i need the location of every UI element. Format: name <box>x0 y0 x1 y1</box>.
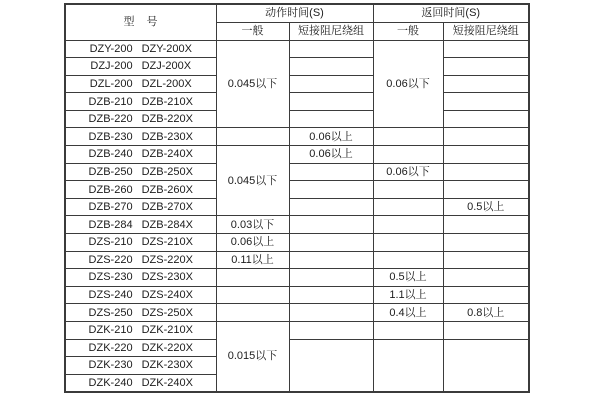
header-action-damping: 短接阻尼绕组 <box>289 22 373 40</box>
relay-timing-table <box>64 3 530 393</box>
model-cell <box>65 322 216 340</box>
return-damping-cell <box>443 40 529 58</box>
model-name-x: DZB-250X <box>141 165 193 178</box>
return-general-cell <box>373 339 443 392</box>
return-damping-cell <box>443 128 529 146</box>
table-row <box>65 128 529 146</box>
model-name-x: DZS-210X <box>141 236 193 249</box>
model-name: DZK-210 <box>88 324 133 337</box>
table-row <box>65 110 529 128</box>
model-name-x: DZY-200X <box>141 42 192 55</box>
return-general-cell <box>373 146 443 164</box>
return-general-cell <box>373 251 443 269</box>
model-name-x: DZB-230X <box>141 130 193 143</box>
model-cell <box>65 286 216 304</box>
model-name-x: DZB-210X <box>141 95 193 108</box>
return-damping-cell <box>443 163 529 181</box>
action-damping-cell <box>289 269 373 287</box>
action-damping-cell <box>289 163 373 181</box>
return-damping-cell <box>443 234 529 252</box>
table-row <box>65 322 529 340</box>
model-cell <box>65 58 216 76</box>
model-name: DZB-220 <box>88 113 133 126</box>
model-name-x: DZJ-200X <box>141 60 192 73</box>
model-cell <box>65 163 216 181</box>
return-damping-cell <box>443 146 529 164</box>
action-general-cell: 0.06以上 <box>216 234 289 252</box>
return-damping-cell <box>443 58 529 76</box>
model-name-x: DZK-220X <box>141 341 193 354</box>
table-row <box>65 93 529 111</box>
model-cell <box>65 216 216 234</box>
model-name-x: DZB-270X <box>141 201 193 214</box>
model-name-x: DZS-220X <box>141 253 193 266</box>
action-damping-cell <box>289 75 373 93</box>
return-general-cell <box>373 216 443 234</box>
return-general-cell: 0.06以下 <box>373 40 443 128</box>
return-general-cell <box>373 128 443 146</box>
return-damping-cell <box>443 286 529 304</box>
table-row <box>65 216 529 234</box>
header-return-damping: 短接阻尼绕组 <box>443 22 529 40</box>
return-general-cell <box>373 234 443 252</box>
model-name: DZL-200 <box>89 77 133 90</box>
return-damping-cell <box>443 269 529 287</box>
model-name: DZK-230 <box>88 359 133 372</box>
header-return-time-group: 返回时间(S) <box>373 4 529 22</box>
action-damping-cell <box>289 198 373 216</box>
action-general-cell: 0.045以下 <box>216 40 289 128</box>
action-damping-cell <box>289 234 373 252</box>
return-damping-cell <box>443 322 529 340</box>
action-damping-cell <box>289 110 373 128</box>
model-name-x: DZB-240X <box>141 148 193 161</box>
table-row <box>65 198 529 216</box>
return-general-cell: 0.4以上 <box>373 304 443 322</box>
return-damping-cell <box>443 110 529 128</box>
model-name: DZB-284 <box>88 218 133 231</box>
relay-timing-table-container <box>64 3 530 393</box>
model-cell <box>65 75 216 93</box>
model-cell <box>65 339 216 357</box>
model-cell <box>65 40 216 58</box>
model-name-x: DZB-284X <box>141 218 193 231</box>
action-general-cell: 0.015以下 <box>216 322 289 392</box>
action-general-cell: 0.03以下 <box>216 216 289 234</box>
action-damping-cell: 0.06以上 <box>289 128 373 146</box>
action-damping-cell <box>289 93 373 111</box>
action-damping-cell <box>289 181 373 199</box>
table-row <box>65 163 529 181</box>
action-general-cell: 0.045以下 <box>216 146 289 216</box>
return-general-cell <box>373 181 443 199</box>
header-return-general: 一般 <box>373 22 443 40</box>
model-name: DZK-240 <box>88 376 133 389</box>
model-name-x: DZL-200X <box>141 77 192 90</box>
model-name: DZB-270 <box>88 201 133 214</box>
model-cell <box>65 93 216 111</box>
return-general-cell: 0.06以下 <box>373 163 443 181</box>
model-cell <box>65 110 216 128</box>
return-general-cell <box>373 198 443 216</box>
model-cell <box>65 269 216 287</box>
model-cell <box>65 357 216 375</box>
action-damping-cell <box>289 216 373 234</box>
table-body <box>65 40 529 392</box>
action-general-cell <box>216 269 289 287</box>
model-cell <box>65 128 216 146</box>
return-damping-cell <box>443 75 529 93</box>
action-damping-cell <box>289 286 373 304</box>
action-general-cell <box>216 304 289 322</box>
model-name: DZS-250 <box>88 306 133 319</box>
model-name: DZY-200 <box>89 42 133 55</box>
return-damping-cell <box>443 181 529 199</box>
table-row <box>65 251 529 269</box>
return-damping-cell <box>443 216 529 234</box>
action-general-cell <box>216 286 289 304</box>
action-damping-cell <box>289 322 373 340</box>
action-damping-cell <box>289 58 373 76</box>
header-model: 型 号 <box>65 4 216 40</box>
return-damping-cell <box>443 251 529 269</box>
action-damping-cell: 0.06以上 <box>289 146 373 164</box>
model-name: DZK-220 <box>88 341 133 354</box>
action-general-cell <box>216 128 289 146</box>
table-row <box>65 58 529 76</box>
table-row <box>65 181 529 199</box>
model-cell <box>65 304 216 322</box>
table-row <box>65 75 529 93</box>
model-name-x: DZK-210X <box>141 324 193 337</box>
model-cell <box>65 234 216 252</box>
model-cell <box>65 181 216 199</box>
model-name-x: DZS-240X <box>141 289 193 302</box>
model-name: DZS-220 <box>88 253 133 266</box>
model-cell <box>65 251 216 269</box>
return-general-cell: 1.1以上 <box>373 286 443 304</box>
model-name-x: DZB-260X <box>141 183 193 196</box>
return-damping-cell: 0.5以上 <box>443 198 529 216</box>
model-cell <box>65 198 216 216</box>
model-name: DZB-260 <box>88 183 133 196</box>
table-header <box>65 4 529 40</box>
model-name: DZS-230 <box>88 271 133 284</box>
model-name: DZB-210 <box>88 95 133 108</box>
return-general-cell <box>373 322 443 340</box>
model-name: DZB-240 <box>88 148 133 161</box>
model-name: DZS-210 <box>88 236 133 249</box>
action-damping-cell <box>289 339 373 392</box>
model-name: DZB-230 <box>88 130 133 143</box>
table-row <box>65 234 529 252</box>
model-name: DZB-250 <box>88 165 133 178</box>
model-name-x: DZB-220X <box>141 113 193 126</box>
return-damping-cell <box>443 93 529 111</box>
table-row <box>65 339 529 357</box>
action-general-cell: 0.11以上 <box>216 251 289 269</box>
table-row <box>65 286 529 304</box>
action-damping-cell <box>289 251 373 269</box>
return-damping-cell <box>443 339 529 392</box>
model-name-x: DZS-230X <box>141 271 193 284</box>
model-cell <box>65 146 216 164</box>
action-damping-cell <box>289 40 373 58</box>
model-name-x: DZK-240X <box>141 376 193 389</box>
table-row <box>65 304 529 322</box>
model-cell <box>65 374 216 392</box>
table-row <box>65 40 529 58</box>
table-row <box>65 269 529 287</box>
action-damping-cell <box>289 304 373 322</box>
header-action-time-group: 动作时间(S) <box>216 4 373 22</box>
table-row <box>65 146 529 164</box>
model-name: DZJ-200 <box>90 60 133 73</box>
header-action-general: 一般 <box>216 22 289 40</box>
return-damping-cell: 0.8以上 <box>443 304 529 322</box>
return-general-cell: 0.5以上 <box>373 269 443 287</box>
model-name: DZS-240 <box>88 289 133 302</box>
model-name-x: DZS-250X <box>141 306 193 319</box>
model-name-x: DZK-230X <box>141 359 193 372</box>
